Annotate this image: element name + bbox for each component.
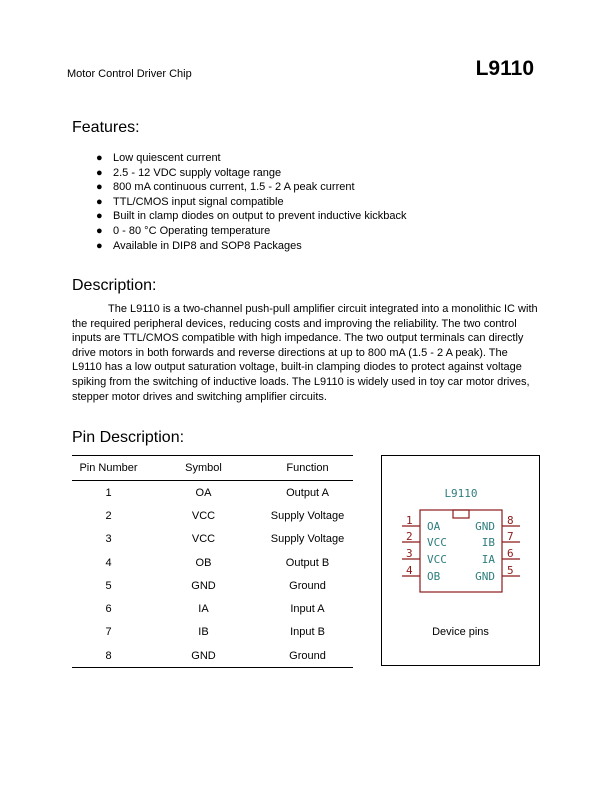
pin-number: 7 — [507, 530, 514, 543]
description-text: The L9110 is a two-channel push-pull amplifier circuit integrated into a monolithic IC with the required peripheral devices, reducing costs and improving the reliability. The two control inputs are TTL/CMOS compatible with high impedance. The two output terminals can directly drive motors in both forwards and reverse directions at up to 800 mA (1.5 - 2 A peak). The L9110 has a low output saturation voltage, built-in clamping diodes to protect against voltage spiking from the switching of inductive loads. The L9110 is widely used in toy car motor drives, stepper motor drives and switching amplifier circuits. — [72, 303, 538, 403]
table-row: 6 IA Input A — [105, 603, 325, 616]
pin-name: GND — [475, 570, 495, 583]
bullet-icon: ● — [96, 239, 103, 252]
pin-name: IA — [481, 553, 495, 566]
bullet-icon: ● — [96, 210, 103, 223]
table-row: 3 VCC Supply Voltage — [105, 533, 345, 546]
pin-number: 6 — [507, 547, 514, 560]
pin-number: 3 — [406, 547, 413, 560]
pin-table-header-row — [72, 456, 353, 481]
table-row: 8 GND Ground — [72, 644, 353, 668]
bullet-icon: ● — [96, 181, 103, 194]
table-row: 4 OB Output B — [105, 556, 330, 569]
doc-subtitle: Motor Control Driver Chip — [67, 68, 192, 80]
header-pin-number: Pin Number — [72, 456, 145, 481]
bullet-icon: ● — [96, 166, 103, 179]
table-row: 7 IB Input B — [105, 626, 325, 639]
pin-name: IB — [481, 536, 495, 549]
device-pins-figure — [381, 455, 540, 666]
feature-item: ● Available in DIP8 and SOP8 Packages — [96, 239, 302, 252]
bullet-icon: ● — [96, 224, 103, 237]
pin-number: 5 — [507, 564, 514, 577]
features-heading: Features: — [72, 119, 140, 136]
feature-item: ● 0 - 80 °C Operating temperature — [96, 224, 271, 237]
pin-number: 1 — [406, 514, 413, 527]
table-row: 1 OA Output A — [105, 486, 329, 499]
feature-item: ● 800 mA continuous current, 1.5 - 2 A peak current — [96, 181, 355, 194]
header-symbol: Symbol — [145, 456, 262, 481]
bullet-icon: ● — [96, 195, 103, 208]
description-heading: Description: — [72, 277, 157, 294]
feature-item: ● TTL/CMOS input signal compatible — [96, 195, 284, 208]
table-row: 5 GND Ground — [105, 579, 326, 592]
feature-item: ● 2.5 - 12 VDC supply voltage range — [96, 166, 282, 179]
table-row: 2 VCC Supply Voltage — [105, 509, 345, 522]
pin-name: GND — [475, 520, 495, 533]
pin-description-heading: Pin Description: — [72, 429, 185, 446]
header-function: Function — [262, 456, 353, 481]
pin1-notch — [453, 510, 469, 518]
pin-name: OB — [427, 570, 441, 583]
feature-item: ● Low quiescent current — [96, 152, 221, 164]
bullet-icon: ● — [96, 152, 103, 164]
pin-name: VCC — [427, 536, 447, 549]
pin-number: 2 — [406, 530, 413, 543]
chip-label: L9110 — [444, 487, 478, 500]
pin-table — [72, 455, 353, 668]
part-number: L9110 — [475, 57, 534, 80]
pin-number: 8 — [507, 514, 514, 527]
feature-item: ● Built in clamp diodes on output to prevent inductive kickback — [96, 210, 407, 223]
features-list — [96, 151, 407, 253]
pin-number: 4 — [406, 564, 413, 577]
figure-caption: Device pins — [432, 626, 489, 638]
pin-name: OA — [427, 520, 441, 533]
pin-name: VCC — [427, 553, 447, 566]
